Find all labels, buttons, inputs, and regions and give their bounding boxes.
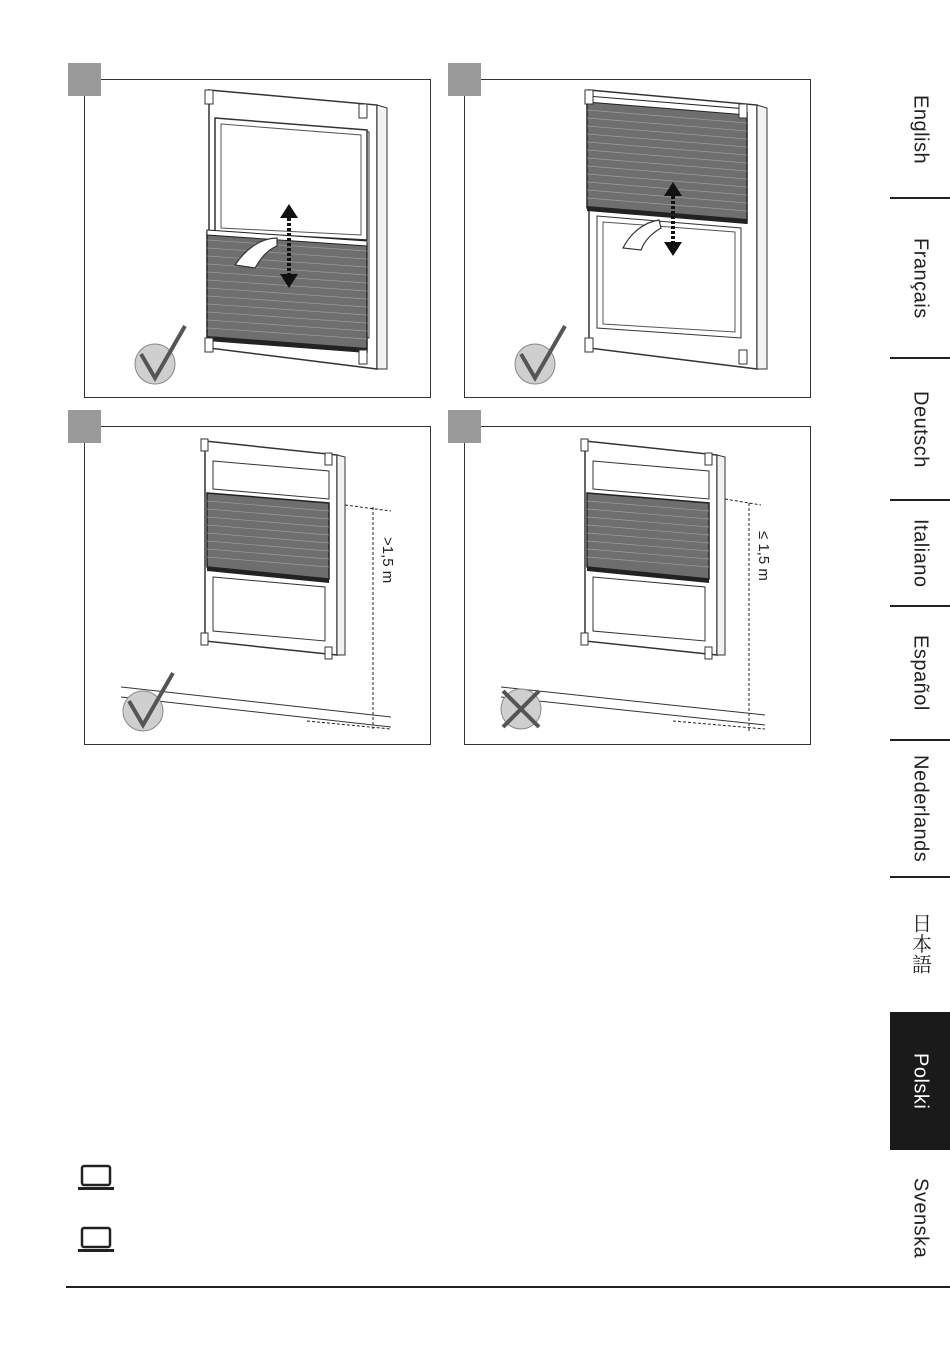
tab-label: Polski [909, 1052, 932, 1110]
tab-label: English [909, 94, 932, 165]
tab-label: Deutsch [909, 390, 932, 468]
laptop-icon [76, 1224, 116, 1256]
tab-polski[interactable] [890, 1012, 950, 1150]
tab-label: Italiano [909, 518, 932, 588]
tab-label: Français [909, 237, 932, 319]
laptop-icon [76, 1162, 116, 1194]
dimension-label: >1,5 m [379, 537, 396, 584]
check-icon [513, 320, 569, 388]
step-marker-4 [448, 410, 481, 443]
tab-nederlands[interactable] [890, 741, 950, 876]
tab-svenska[interactable] [890, 1154, 950, 1282]
tab-label: Svenska [909, 1177, 932, 1259]
dimension-label: ≤ 1,5 m [755, 531, 772, 581]
tab-label: Nederlands [909, 754, 932, 863]
tab-francais[interactable] [890, 199, 950, 357]
tab-deutsch[interactable] [890, 359, 950, 499]
cross-icon [499, 685, 545, 731]
figure-3-panel [84, 426, 431, 745]
language-tabs [890, 62, 950, 1292]
tab-label: 日本語 [908, 913, 931, 975]
footer-rule [66, 1286, 950, 1288]
figure-2-panel [464, 79, 811, 398]
figure-4-panel [464, 426, 811, 745]
tab-italiano[interactable] [890, 501, 950, 605]
tab-english[interactable] [890, 62, 950, 197]
figure-1-panel [84, 79, 431, 398]
step-marker-2 [448, 63, 481, 96]
step-marker-3 [68, 410, 101, 443]
step-marker-1 [68, 63, 101, 96]
check-icon [133, 320, 189, 388]
tab-espanol[interactable] [890, 607, 950, 739]
tab-japanese[interactable] [890, 878, 950, 1010]
tab-label: Español [909, 635, 932, 711]
check-icon [121, 667, 177, 735]
